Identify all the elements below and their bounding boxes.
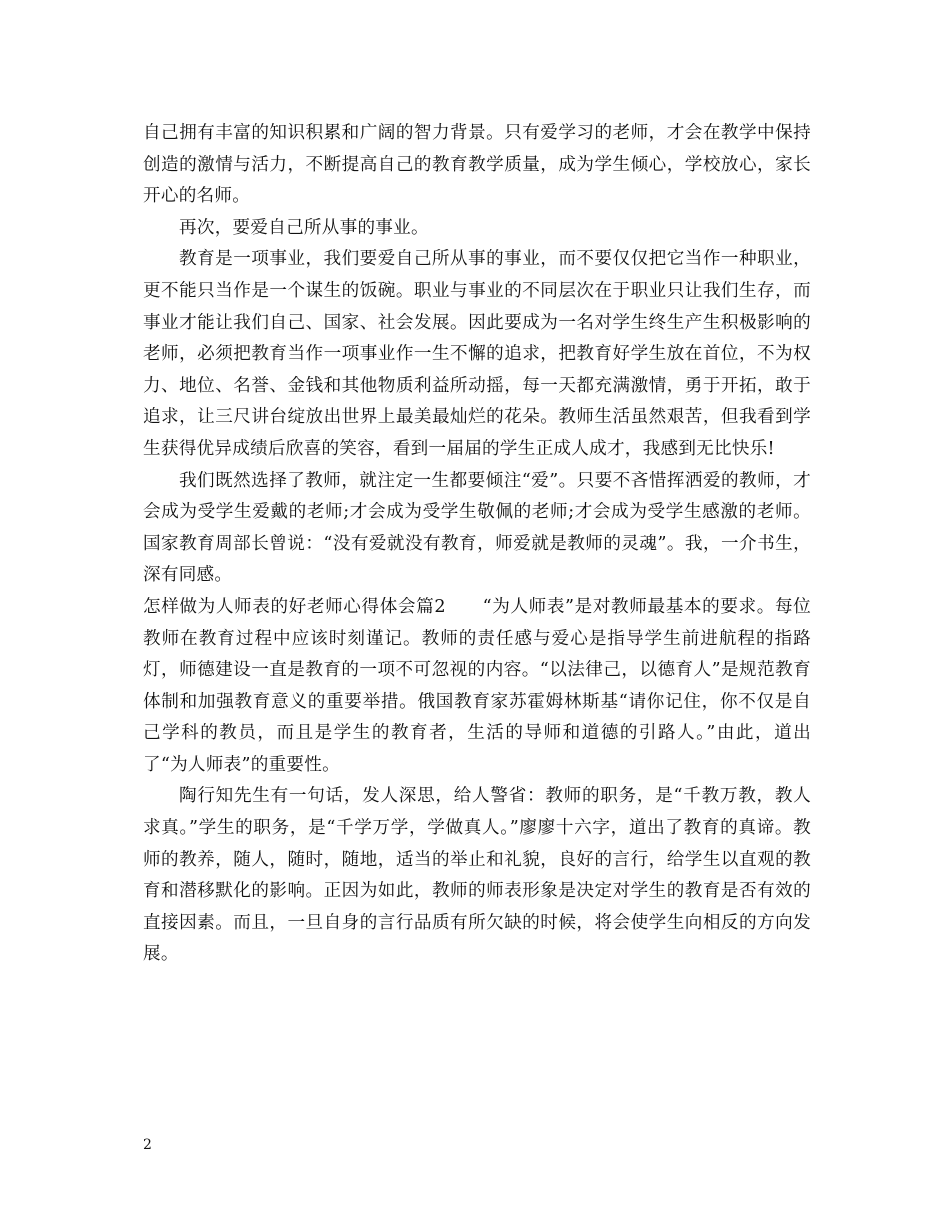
paragraph-5-heading: 怎样做为人师表的好老师心得体会篇2 “为人师表”是对教师最基本的要求。每位教师在教育过程中应该时刻谨记。教师的责任感与爱心是指导学生前进航程的指路灯，师德建设一直是教育的一项不可忽视的内容。“以法律己，以德育人”是规范教育体制和加强教育意义的重要举措。俄国教育家苏霍姆林斯基“请你记住，你不仅是自己学科的教员，而且是学生的教育者，生活的导师和道德的引路人。”由此，道出了“为人师表”的重要性。 bbox=[143, 596, 811, 775]
paragraph-6: 陶行知先生有一句话，发人深思，给人警省：教师的职务，是“千教万教，教人求真。”学生的职务，是“千学万学，学做真人。”廖廖十六字，道出了教育的真谛。教师的教养，随人，随时，随地，适当的举止和礼貌，良好的言行，给学生以直观的教育和潜移默化的影响。正因为如此，教师的师表形象是决定对学生的教育是否有效的直接因素。而且，一旦自身的言行品质有所欠缺的时候，将会使学生向相反的方向发展。 bbox=[143, 786, 811, 965]
page-number: 2 bbox=[143, 1137, 152, 1153]
paragraph-3: 教育是一项事业，我们要爱自己所从事的事业，而不要仅仅把它当作一种职业，更不能只当作是一个谋生的饭碗。职业与事业的不同层次在于职业只让我们生存，而事业才能让我们自己、国家、社会发展。因此要成为一名对学生终生产生积极影响的老师，必须把教育当作一项事业作一生不懈的追求，把教育好学生放在首位，不为权力、地位、名誉、金钱和其他物质利益所动摇，每一天都充满激情，勇于开拓，敢于追求，让三尺讲台绽放出世界上最美最灿烂的花朵。教师生活虽然艰苦，但我看到学生获得优异成绩后欣喜的笑容，看到一届届的学生正成人成才，我感到无比快乐! bbox=[143, 249, 811, 459]
paragraph-1: 自己拥有丰富的知识积累和广阔的智力背景。只有爱学习的老师，才会在教学中保持创造的激情与活力，不断提高自己的教育教学质量，成为学生倾心，学校放心，家长开心的名师。 bbox=[143, 123, 811, 207]
paragraph-2: 再次，要爱自己所从事的事业。 bbox=[179, 217, 429, 238]
body-text bbox=[143, 118, 811, 971]
paragraph-4: 我们既然选择了教师，就注定一生都要倾注“爱”。只要不吝惜挥洒爱的教师，才会成为受学生爱戴的老师;才会成为受学生敬佩的老师;才会成为受学生感激的老师。国家教育周部长曾说：“没有爱就没有教育，师爱就是教师的灵魂”。我，一介书生，深有同感。 bbox=[143, 470, 811, 586]
